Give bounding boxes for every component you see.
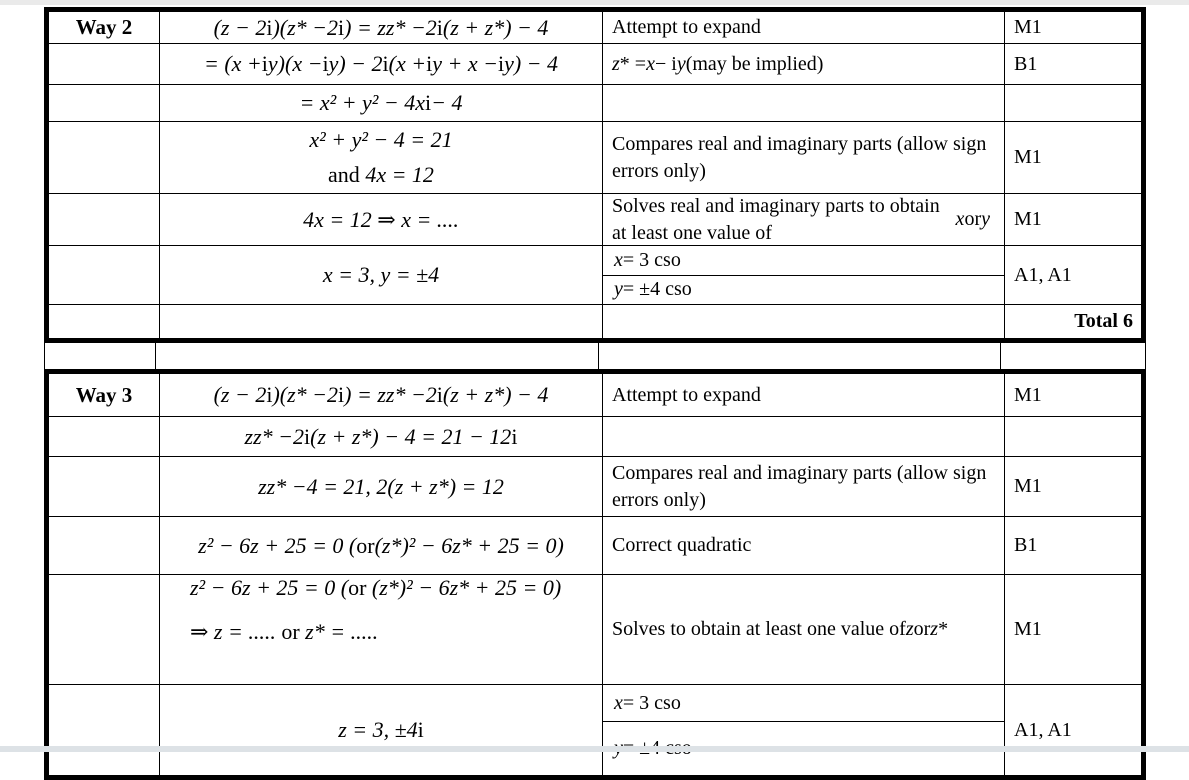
way3-label-cell (49, 374, 160, 417)
way2-r6-comment-x: x = 3 cso (603, 246, 1004, 276)
way2-r5-comment: Solves real and imaginary parts to obtain at least one value of x or y (603, 194, 1005, 246)
way2-row-total (49, 305, 1141, 338)
way2-r5-way-empty (49, 194, 160, 246)
way2-r4-work (160, 122, 603, 194)
way2-row-expand (49, 12, 1141, 44)
way2-table (44, 7, 1146, 343)
way3-r2-work: zz* −2 i (z + z*) − 4 = 21 − 12 i (160, 417, 603, 457)
way2-row-compare (49, 122, 1141, 194)
way3-r6-mark: A1, A1 (1014, 718, 1072, 741)
way2-r3-work: = x² + y² − 4x i − 4 (160, 85, 603, 122)
way2-r6-comment-y: y = ±4 cso (614, 278, 692, 301)
way2-r1-work: (z − 2 i )(z* −2 i ) = zz* −2 i (z + z*) − 4 (160, 12, 603, 44)
way2-label: Way 2 (75, 15, 133, 39)
way3-r1-mark: M1 (1005, 374, 1141, 417)
way2-total-comment-empty (603, 305, 1005, 338)
way3-r2-comment (603, 417, 1005, 457)
way2-r2-comment: z * = x − i y (may be implied) (603, 44, 1005, 85)
way3-row-equate (49, 417, 1141, 457)
way3-r6-way-empty (49, 685, 160, 775)
way3-row-expand (49, 374, 1141, 417)
way3-r5-way-empty (49, 575, 160, 685)
way3-row-compare (49, 457, 1141, 517)
way2-row-solve (49, 194, 1141, 246)
way3-r6-work: z = 3, ±4 i (160, 685, 603, 775)
way3-r1-comment: Attempt to expand (603, 374, 1005, 417)
way2-r4-way-empty (49, 122, 160, 194)
way3-row-answer (49, 685, 1141, 775)
way3-r2-way-empty (49, 417, 160, 457)
spacer-comment-cell (599, 343, 1001, 369)
mark-scheme-page (44, 7, 1146, 780)
way3-r2-mark (1005, 417, 1141, 457)
way3-row-quadratic (49, 517, 1141, 575)
spacer-work-cell (156, 343, 599, 369)
way3-r5-work (160, 575, 603, 685)
way2-total-work-empty (160, 305, 603, 338)
way3-r6-comment-x: x = 3 cso (603, 685, 1004, 722)
way2-total-label: Total 6 (1074, 310, 1133, 332)
window-top-edge (0, 0, 1189, 5)
spacer-row (44, 343, 1146, 369)
way2-r4-mark: M1 (1005, 122, 1141, 194)
way2-r6-work: x = 3, y = ±4 (160, 246, 603, 305)
spacer-mark-cell (1001, 343, 1145, 369)
way3-r5-work-line1: z² − 6z + 25 = 0 (or (z*)² − 6z* + 25 = 0) (190, 575, 562, 600)
way2-label-cell (49, 12, 160, 44)
way3-table (44, 369, 1146, 780)
way2-row-simplify (49, 85, 1141, 122)
way2-r4-comment: Compares real and imaginary parts (allow sign errors only) (603, 122, 1005, 194)
spacer-way-cell (45, 343, 156, 369)
way2-r3-mark (1005, 85, 1141, 122)
way2-r2-work: = (x + i y)(x − i y) − 2 i (x + i y + x − i y) − 4 (160, 44, 603, 85)
way3-r5-mark: M1 (1005, 575, 1141, 685)
way2-r5-mark: M1 (1005, 194, 1141, 246)
way3-r3-work: zz* −4 = 21, 2(z + z*) = 12 (160, 457, 603, 517)
way2-r2-mark: B1 (1005, 44, 1141, 85)
way3-r4-work: z² − 6z + 25 = 0 ( or (z*)² − 6z* + 25 = 0) (160, 517, 603, 575)
way2-r5-work: 4x = 12 ⇒ x = .... (160, 194, 603, 246)
way2-r3-comment (603, 85, 1005, 122)
way3-r3-comment: Compares real and imaginary parts (allow sign errors only) (603, 457, 1005, 517)
way3-r3-way-empty (49, 457, 160, 517)
way3-r3-mark: M1 (1005, 457, 1141, 517)
way2-r6-comment (603, 246, 1005, 305)
way2-r6-mark: A1, A1 (1005, 246, 1141, 305)
way2-r3-way-empty (49, 85, 160, 122)
way3-r4-way-empty (49, 517, 160, 575)
window-bottom-edge (0, 746, 1189, 752)
way2-r4-work-line2: and 4x = 12 (328, 162, 434, 187)
way2-r1-comment: Attempt to expand (603, 12, 1005, 44)
way2-row-substitute (49, 44, 1141, 85)
way2-r6-way-empty (49, 246, 160, 305)
way3-r1-work: (z − 2 i )(z* −2 i ) = zz* −2 i (z + z*) − 4 (160, 374, 603, 417)
way3-r5-comment: Solves to obtain at least one value of z or z * (603, 575, 1005, 685)
way3-r4-comment: Correct quadratic (603, 517, 1005, 575)
way3-row-solve (49, 575, 1141, 685)
way2-total-way-empty (49, 305, 160, 338)
way3-label: Way 3 (75, 382, 133, 407)
way2-r2-way-empty (49, 44, 160, 85)
way2-row-answer (49, 246, 1141, 305)
way3-r4-mark: B1 (1005, 517, 1141, 575)
way3-r6-comment (603, 685, 1005, 775)
way2-r4-work-line1: x² + y² − 4 = 21 (309, 127, 453, 152)
way2-r1-mark: M1 (1005, 12, 1141, 44)
way3-r5-work-line2: ⇒ z = ..... or z* = ..... (190, 619, 379, 644)
